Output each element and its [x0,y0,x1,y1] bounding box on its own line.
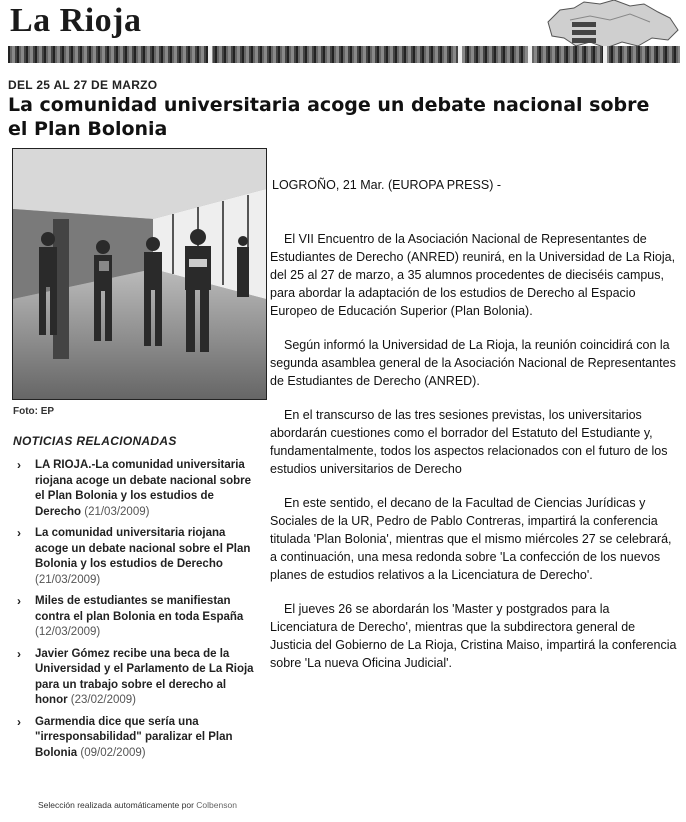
related-news-date: (23/02/2009) [70,694,136,706]
related-news-item[interactable] [15,715,260,762]
article-paragraph: El VII Encuentro de la Asociación Nacional de Representantes de Estudiantes de Derecho (ANRED) reunirá, en la Universidad de La Rioja, del 25 al 27 de marzo, a 35 alumnos procedentes de dieciséis campus, para abordar la adaptación de los estudios de Derecho al Espacio Europeo de Educación Superior (Plan Bolonia). [270,232,676,318]
article-dateline: LOGROÑO, 21 Mar. (EUROPA PRESS) - [272,178,501,192]
photo-credit: Foto: EP [13,406,55,417]
region-title[interactable]: La Rioja [10,2,142,39]
article-paragraph: En este sentido, el decano de la Facultad de Ciencias Jurídicas y Sociales de la UR, Pedro de Pablo Contreras, impartirá la conferencia titulada 'Plan Bolonia', mientras que el mismo miércoles 27 se celebrará, a continuación, una mesa redonda sobre 'La confección de los nuevos planes de estudios relativos a la Licenciatura de Derecho'. [270,496,672,582]
related-news-item[interactable] [15,647,260,709]
related-news-list [15,458,260,767]
related-news-item[interactable] [15,594,260,641]
site-header [0,0,686,70]
article-kicker: DEL 25 AL 27 DE MARZO [8,78,158,92]
related-news-title: NOTICIAS RELACIONADAS [13,434,177,448]
article-headline: La comunidad universitaria acoge un debate nacional sobre el Plan Bolonia [8,94,650,140]
header-decorative-bar [8,46,680,63]
related-news-date: (12/03/2009) [35,626,101,638]
related-news-link[interactable]: Garmendia dice que sería una "irresponsabilidad" paralizar el Plan Bolonia [35,715,233,759]
chevron-right-icon: › [17,594,21,608]
related-news-link[interactable]: LA RIOJA.-La comunidad universitaria riojana acoge un debate nacional sobre el Plan Bolonia y los estudios de Derecho [35,459,252,518]
article-paragraph: El jueves 26 se abordarán los 'Master y postgrados para la Licenciatura de Derecho', mientras que la subdirectora general de Justicia del Gobierno de La Rioja, Cristina Maiso, impartirá la conferencia sobre 'La nueva Oficina Judicial'. [270,602,677,670]
related-news-date: (21/03/2009) [84,505,150,518]
related-news-link[interactable]: Javier Gómez recibe una beca de la Universidad y el Parlamento de La Rioja para un trabajo sobre el derecho al honor [35,647,254,706]
chevron-right-icon: › [17,714,21,729]
related-news-link[interactable]: Miles de estudiantes se manifiestan contra el plan Bolonia en toda España [35,595,244,623]
related-news-item[interactable] [15,458,260,520]
related-news-link[interactable]: La comunidad universitaria riojana acoge un debate nacional sobre el Plan Bolonia y los estudios de Derecho [35,527,251,570]
selection-brand-link[interactable]: Colbenson [196,800,237,810]
related-news-date: (09/02/2009) [80,746,146,759]
article-paragraph: En el transcurso de las tres sesiones previstas, los universitarios abordarán cuestiones como el borrador del Estatuto del Estudiante y, fundamentalmente, todos los aspectos relacionados con el futuro de los estudios universitarios de Derecho [270,408,668,476]
selection-note-text: Selección realizada automáticamente por [38,800,194,810]
chevron-right-icon: › [17,526,21,540]
article-photo [12,148,267,400]
la-rioja-map-icon[interactable] [540,0,680,50]
related-news-date: (21/03/2009) [35,573,101,586]
chevron-right-icon: › [17,458,21,472]
chevron-right-icon: › [17,646,21,661]
article-paragraph: Según informó la Universidad de La Rioja, la reunión coincidirá con la segunda asamblea general de la Asociación Nacional de Representantes de Estudiantes de Derecho (ANRED). [270,338,676,388]
article-body [270,176,680,688]
selection-note [38,800,237,810]
related-news-item[interactable] [15,526,260,588]
